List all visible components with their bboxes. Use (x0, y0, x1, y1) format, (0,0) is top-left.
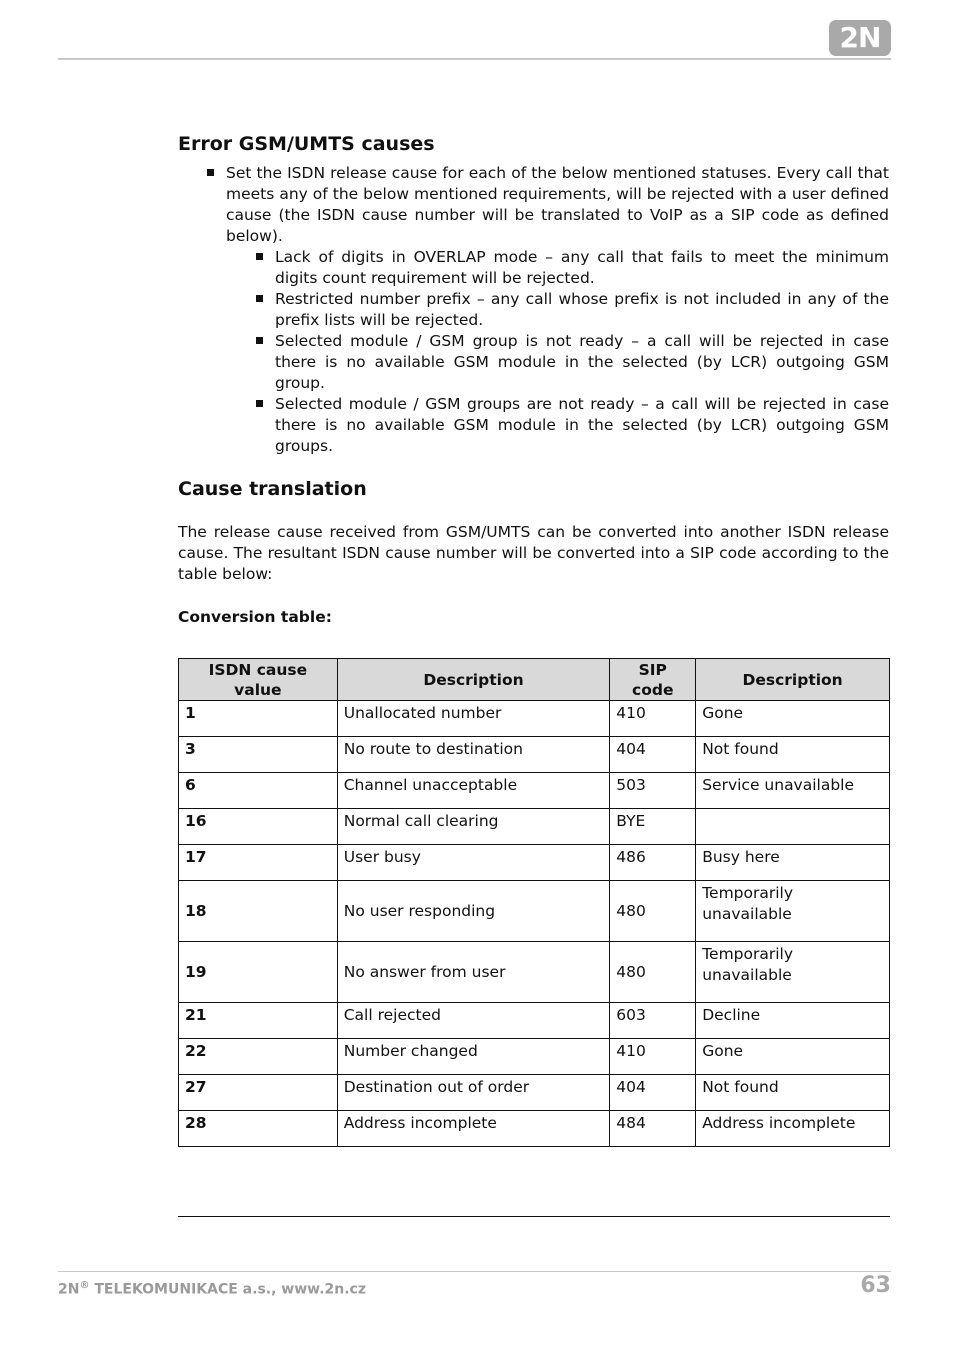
bullet-square-icon (207, 169, 214, 176)
footer-brand: 2N (58, 1281, 80, 1298)
cell-description: Channel unacceptable (337, 773, 610, 809)
cell-sip-code: 480 (610, 881, 696, 942)
cell-description: Normal call clearing (337, 809, 610, 845)
column-header-description: Description (337, 659, 610, 701)
cell-sip-code: 480 (610, 942, 696, 1003)
section-title-error-causes: Error GSM/UMTS causes (178, 133, 435, 155)
list-item (275, 247, 889, 289)
cell-sip-code: 410 (610, 701, 696, 737)
cell-isdn-cause: 27 (179, 1075, 338, 1111)
bullet-square-icon (256, 337, 263, 344)
cell-description: Destination out of order (337, 1075, 610, 1111)
cell-sip-code: 404 (610, 1075, 696, 1111)
cell-sip-description: Temporarily unavailable (696, 881, 890, 942)
cell-description: Number changed (337, 1039, 610, 1075)
list-item-text: Selected module / GSM groups are not ready – a call will be rejected in case there is no available GSM module in the selected (by LCR) outgoing GSM groups. (275, 395, 889, 455)
table-row (179, 1075, 890, 1111)
cell-sip-description: Decline (696, 1003, 890, 1039)
error-sublist (226, 247, 889, 457)
header-rule (58, 58, 891, 60)
column-header-isdn-cause: ISDN cause value (179, 659, 338, 701)
cell-isdn-cause: 6 (179, 773, 338, 809)
table-header-row (179, 659, 890, 701)
company-logo: 2N (829, 20, 891, 56)
cell-description: Address incomplete (337, 1111, 610, 1147)
table-row (179, 1003, 890, 1039)
section-title-cause-translation: Cause translation (178, 478, 367, 500)
cell-isdn-cause: 1 (179, 701, 338, 737)
cell-isdn-cause: 28 (179, 1111, 338, 1147)
cell-description: Unallocated number (337, 701, 610, 737)
cell-description: No answer from user (337, 942, 610, 1003)
cell-sip-description: Gone (696, 701, 890, 737)
cell-isdn-cause: 18 (179, 881, 338, 942)
cell-isdn-cause: 22 (179, 1039, 338, 1075)
cell-sip-description (696, 809, 890, 845)
error-list (226, 163, 889, 457)
table-row (179, 942, 890, 1003)
cell-sip-description: Not found (696, 1075, 890, 1111)
cell-sip-description: Not found (696, 737, 890, 773)
cause-paragraph: The release cause received from GSM/UMTS can be converted into another ISDN release cause. The resultant ISDN cause number will be converted into a SIP code according to the table below: (178, 523, 889, 583)
cell-sip-description: Gone (696, 1039, 890, 1075)
cell-isdn-cause: 21 (179, 1003, 338, 1039)
cell-sip-code: 484 (610, 1111, 696, 1147)
cell-description: User busy (337, 845, 610, 881)
list-item-text: Lack of digits in OVERLAP mode – any call that fails to meet the minimum digits count requirement will be rejected. (275, 248, 889, 287)
table-row (179, 845, 890, 881)
table-row (179, 1039, 890, 1075)
cell-description: No route to destination (337, 737, 610, 773)
table-row (179, 737, 890, 773)
cell-sip-description: Service unavailable (696, 773, 890, 809)
cell-isdn-cause: 16 (179, 809, 338, 845)
cell-isdn-cause: 17 (179, 845, 338, 881)
error-intro-text: Set the ISDN release cause for each of the below mentioned statuses. Every call that meets any of the below mentioned requirements, will be rejected with a user defined cause (the ISDN cause number will be translated to VoIP as a SIP code as defined below). (226, 164, 889, 245)
footer-rule (58, 1271, 891, 1272)
list-item (275, 289, 889, 331)
table-row (179, 809, 890, 845)
column-header-sip-description: Description (696, 659, 890, 701)
page-number: 63 (860, 1273, 891, 1298)
cell-sip-description: Address incomplete (696, 1111, 890, 1147)
cell-isdn-cause: 3 (179, 737, 338, 773)
list-item (275, 331, 889, 394)
footer-company (58, 1280, 366, 1298)
cell-sip-code: 503 (610, 773, 696, 809)
cell-sip-description: Busy here (696, 845, 890, 881)
table-row (179, 881, 890, 942)
section-end-rule (178, 1216, 890, 1217)
bullet-square-icon (256, 400, 263, 407)
cell-sip-code: 410 (610, 1039, 696, 1075)
conversion-table-label: Conversion table: (178, 608, 332, 626)
list-item (226, 163, 889, 457)
list-item-text: Restricted number prefix – any call whose prefix is not included in any of the prefix lists will be rejected. (275, 290, 889, 329)
cell-sip-code: 603 (610, 1003, 696, 1039)
bullet-square-icon (256, 295, 263, 302)
cell-description: No user responding (337, 881, 610, 942)
table-row (179, 701, 890, 737)
bullet-square-icon (256, 253, 263, 260)
cell-description: Call rejected (337, 1003, 610, 1039)
cell-sip-description: Temporarily unavailable (696, 942, 890, 1003)
table-row (179, 773, 890, 809)
column-header-sip-code: SIP code (610, 659, 696, 701)
cell-isdn-cause: 19 (179, 942, 338, 1003)
list-item (275, 394, 889, 457)
footer-company-name: TELEKOMUNIKACE a.s., www.2n.cz (89, 1281, 366, 1298)
cell-sip-code: BYE (610, 809, 696, 845)
table-row (179, 1111, 890, 1147)
registered-mark: ® (79, 1280, 90, 1291)
cell-sip-code: 404 (610, 737, 696, 773)
list-item-text: Selected module / GSM group is not ready – a call will be rejected in case there is no available GSM module in the selected (by LCR) outgoing GSM group. (275, 332, 889, 392)
conversion-table (178, 658, 890, 1147)
cell-sip-code: 486 (610, 845, 696, 881)
